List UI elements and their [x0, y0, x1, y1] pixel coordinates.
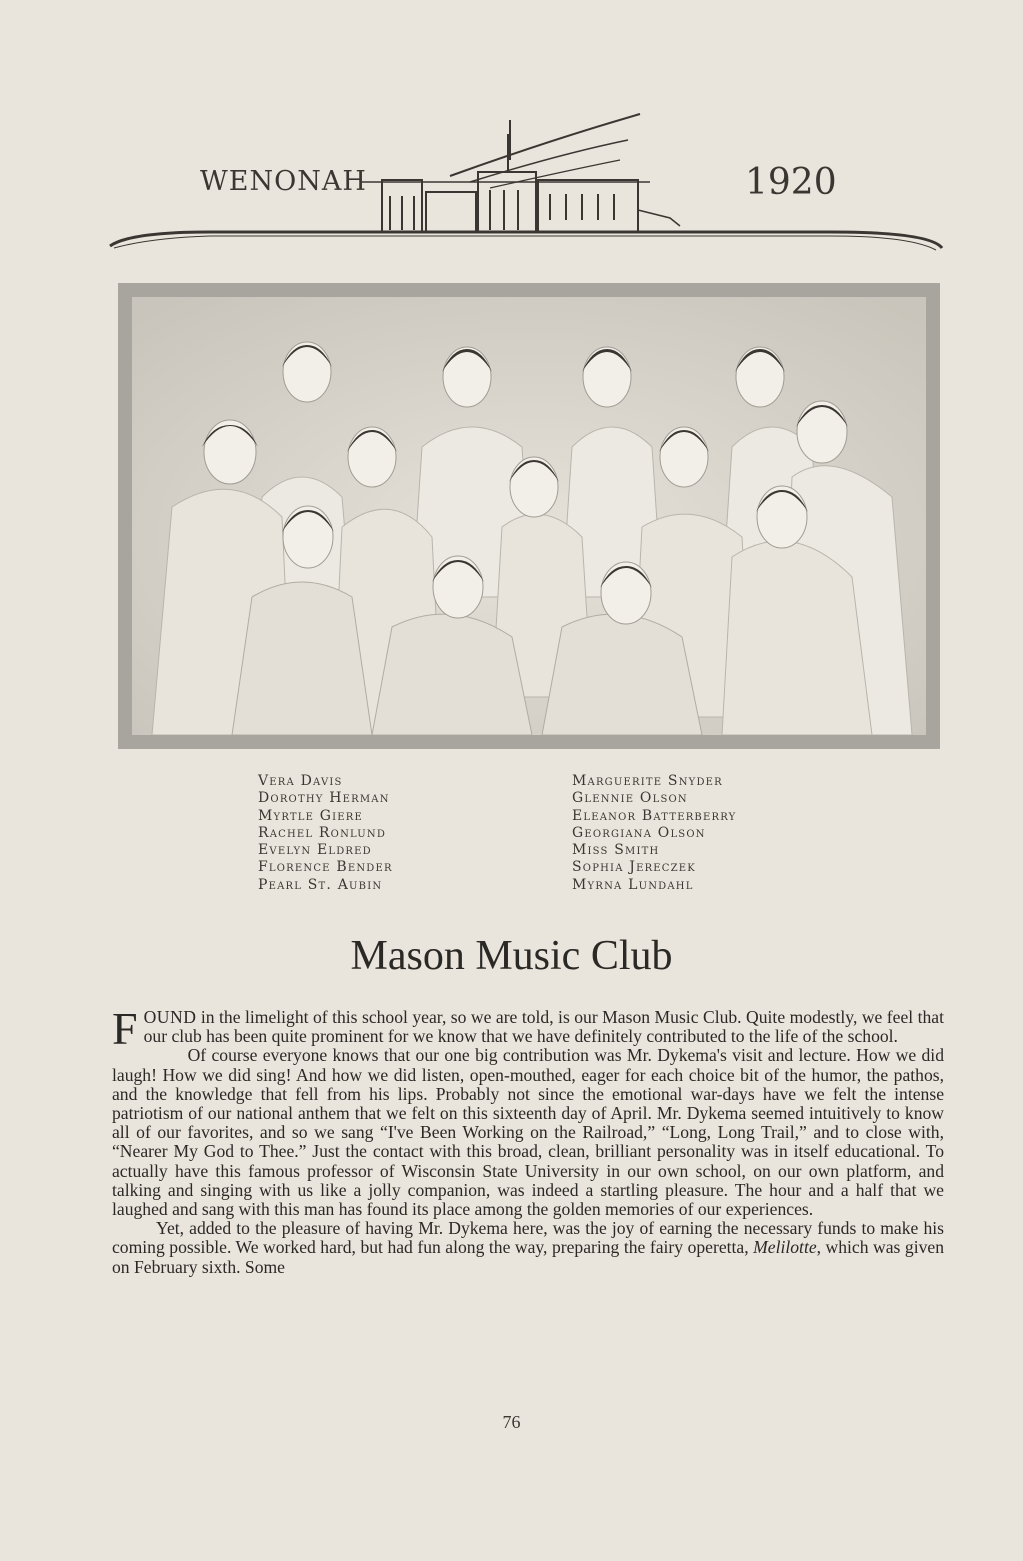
name-item: Sophia Jereczek	[572, 859, 696, 876]
name-item: Miss Smith	[572, 842, 660, 859]
name-item: Pearl St. Aubin	[258, 876, 383, 893]
group-photo	[132, 297, 926, 735]
page-title: Mason Music Club	[350, 933, 673, 979]
name-item: Rachel Ronlund	[258, 824, 387, 841]
name-item: Florence Bender	[258, 859, 393, 876]
name-item: Marguerite Snyder	[572, 773, 723, 789]
paragraph-3	[112, 1219, 944, 1277]
photo-frame	[118, 283, 940, 749]
name-item: Vera Davis	[258, 773, 343, 789]
name-item: Georgiana Olson	[572, 824, 706, 841]
name-item: Eleanor Batterberry	[572, 807, 737, 824]
name-item: Myrna Lundahl	[572, 876, 694, 893]
page-header	[90, 100, 950, 260]
paragraph-3-text-b: , which was given on February sixth. Some	[112, 1237, 944, 1277]
masthead-year: 1920	[745, 162, 837, 203]
paragraph-2: Of course everyone knows that our one big contribution was Mr. Dykema's visit and lecture. How we did laugh! How we did sing! And how we did listen, open-mouthed, eager for each choice bit of the humor, the pathos, and the knowledge that fell from his lips. Probably not since the emotional war-days have we felt the intense patriotism of our national anthem that we felt on this sixteenth day of April. Mr. Dykema seemed intuitively to know all of our favorites, and so we sang “I've Been Working on the Railroad,” “Long, Long Trail,” and to close with, “Nearer My God to Thee.” Just the contact with this broad, clean, brilliant personality was in itself educational. To actually have this famous professor of Wisconsin State University in our own school, on our own platform, and talking and singing with us like a jolly companion, was indeed a startling pleasure. The hour and a half that we laughed and sang with this man has found its place among the golden memories of our experiences.	[112, 1045, 944, 1220]
name-item: Dorothy Herman	[258, 790, 390, 807]
lead-word: OUND	[143, 1007, 197, 1027]
paragraph-1-text: in the limelight of this school year, so we are told, is our Mason Music Club. Quite modestly, we feel that our club has been quite prominent for we know that we have definitely contributed to the life of the school.	[143, 1007, 944, 1047]
names-right-column	[572, 773, 736, 894]
name-item: Myrtle Giere	[258, 807, 364, 824]
masthead-left: WENONAH	[200, 166, 367, 197]
group-portrait-icon	[132, 297, 926, 735]
paragraph-1	[112, 1003, 944, 1054]
name-item: Glennie Olson	[572, 790, 688, 807]
paragraph-3-text-a: Yet, added to the pleasure of having Mr. Dykema here, was the joy of earning the necessary funds to make his coming possible. We worked hard, but had fun along the way, preparing the fairy operetta,	[112, 1218, 944, 1258]
article-body	[112, 1003, 944, 1277]
drop-cap: F	[112, 1003, 138, 1054]
operetta-title: Melilotte	[753, 1237, 817, 1258]
name-item: Evelyn Eldred	[258, 842, 372, 859]
names-left-column	[258, 773, 393, 894]
page-number: 76	[502, 1412, 521, 1432]
